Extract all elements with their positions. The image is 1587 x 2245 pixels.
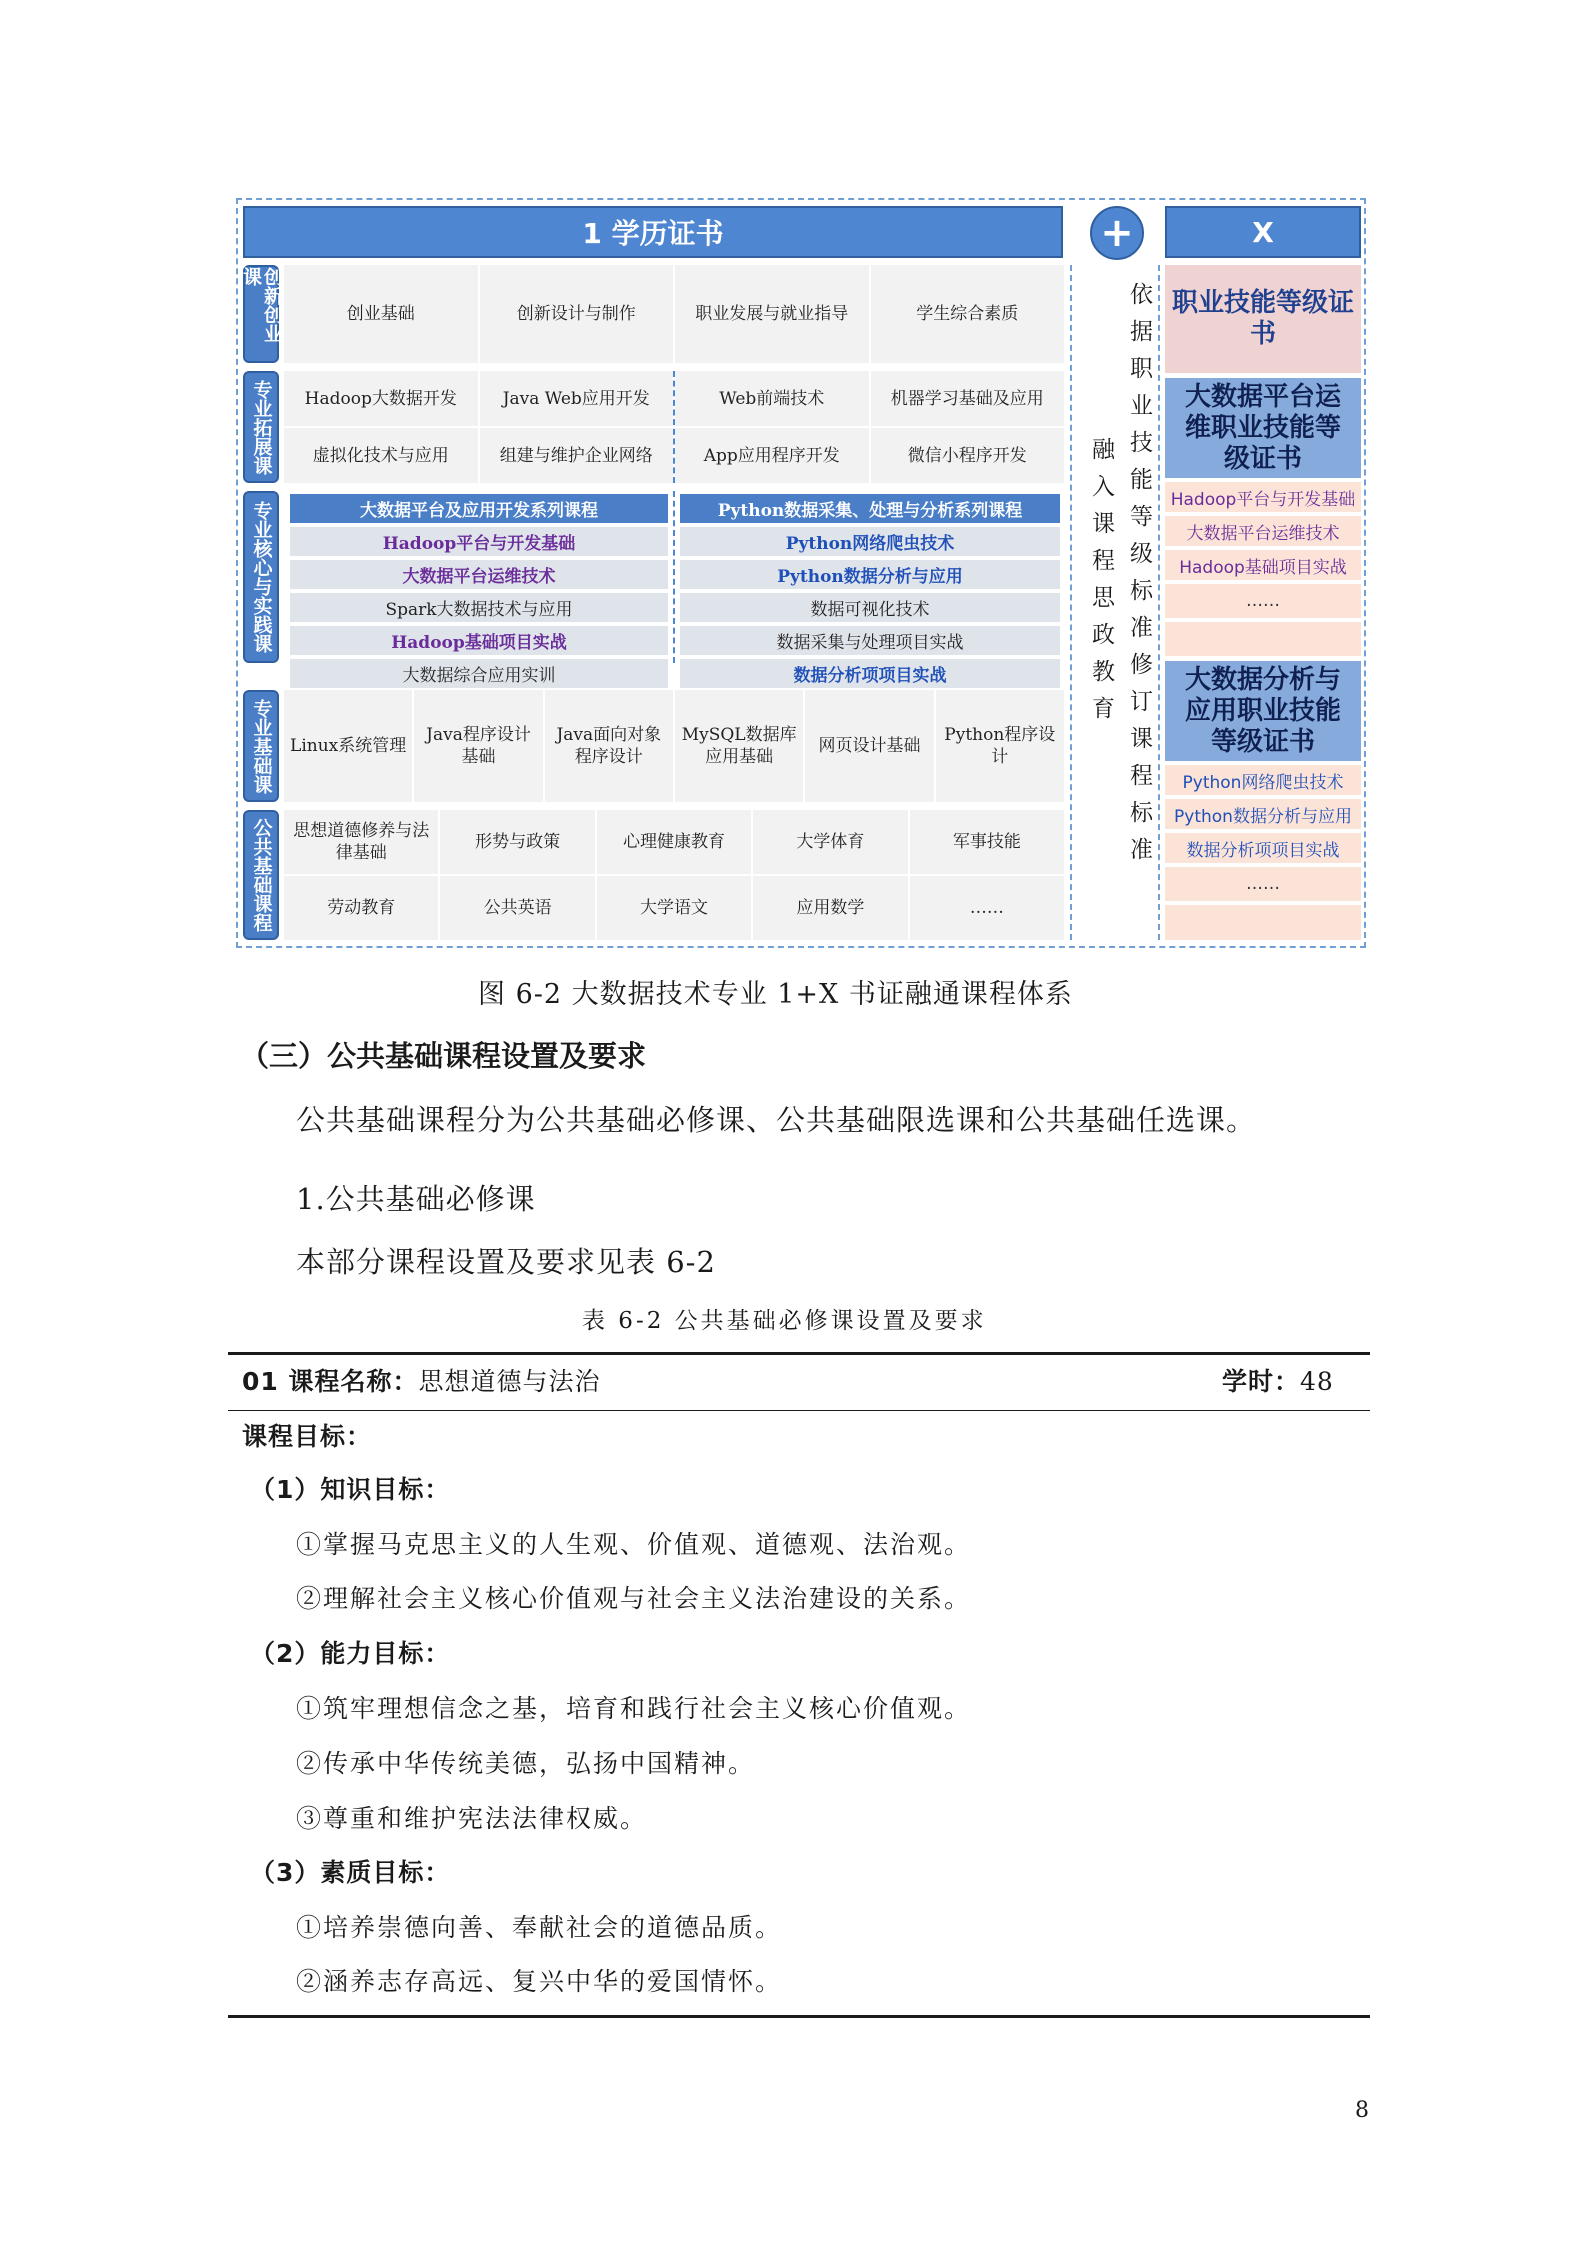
course-cell: 形势与政策 (440, 810, 596, 874)
course-cell: App应用程序开发 (675, 428, 871, 483)
course-system-diagram (236, 198, 1366, 948)
course-cell: 虚拟化技术与应用 (284, 428, 480, 483)
course-cell: 劳动教育 (284, 876, 440, 940)
core-course-item: 数据分析项项目实战 (680, 659, 1060, 688)
core-course-item: 数据可视化技术 (680, 593, 1060, 622)
course-name-row (242, 1362, 601, 1398)
core-series-header: 大数据平台及应用开发系列课程 (290, 494, 668, 523)
course-cell: Java Web应用开发 (480, 371, 676, 426)
cert-ops-item: …… (1165, 584, 1361, 618)
knowledge-item: ①掌握马克思主义的人生观、价值观、道德观、法治观。 (296, 1530, 972, 1559)
course-cell: Python程序设计 (936, 690, 1064, 802)
intro-paragraph: 公共基础课程分为公共基础必修课、公共基础限选课和公共基础任选课。 (296, 1103, 1257, 1137)
course-cell: MySQL数据库应用基础 (675, 690, 805, 802)
course-cell: …… (910, 876, 1064, 940)
course-cell: 创新设计与制作 (480, 265, 676, 363)
category-label-public: 公共基础课程 (243, 810, 279, 940)
course-cell: Hadoop大数据开发 (284, 371, 480, 426)
figure-caption: 图 6-2 大数据技术专业 1+X 书证融通课程体系 (478, 979, 1073, 1010)
course-cell: 学生综合素质 (871, 265, 1065, 363)
course-cell: 大学体育 (753, 810, 909, 874)
core-course-item: Spark大数据技术与应用 (290, 593, 668, 622)
quality-item: ②涵养志存高远、复兴中华的爱国情怀。 (296, 1967, 783, 1996)
course-row (284, 690, 1064, 802)
course-cell: 大学语文 (597, 876, 753, 940)
cert-analysis-item: …… (1165, 867, 1361, 901)
course-cell: 微信小程序开发 (871, 428, 1065, 483)
vocational-cert-title: 职业技能等级证书 (1165, 265, 1361, 373)
public-course-grid (284, 810, 1064, 940)
divider-dashed (673, 491, 675, 663)
cert-ops-title: 大数据平台运维职业技能等级证书 (1165, 378, 1361, 478)
table-row-rule (228, 1410, 1370, 1411)
cert-analysis-item: Python网络爬虫技术 (1165, 765, 1361, 795)
plus-icon: + (1090, 206, 1144, 260)
ability-item: ②传承中华传统美德，弘扬中国精神。 (296, 1749, 756, 1778)
header-academic-certificate: 1 学历证书 (243, 206, 1063, 258)
cert-ops-item: Hadoop基础项目实战 (1165, 550, 1361, 580)
core-list-hadoop (290, 494, 668, 688)
subheading-public-required: 1.公共基础必修课 (296, 1182, 536, 1216)
course-hours (1222, 1362, 1334, 1398)
course-cell: 公共英语 (440, 876, 596, 940)
course-cell: 应用数学 (753, 876, 909, 940)
course-cell: Java面向对象程序设计 (545, 690, 675, 802)
ability-item: ③尊重和维护宪法法律权威。 (296, 1804, 648, 1833)
category-label-innovation: 创新创业课 (243, 265, 279, 363)
course-cell: 职业发展与就业指导 (675, 265, 871, 363)
course-cell: 思想道德修养与法律基础 (284, 810, 440, 874)
hours-label: 学时： (1222, 1367, 1301, 1396)
core-course-item: 大数据平台运维技术 (290, 560, 668, 589)
course-cell: 军事技能 (910, 810, 1064, 874)
core-course-item: 数据采集与处理项目实战 (680, 626, 1060, 655)
category-label-core: 专业核心与实践课 (243, 491, 279, 663)
ability-item: ①筑牢理想信念之基，培育和践行社会主义核心价值观。 (296, 1694, 972, 1723)
quality-item: ①培养崇德向善、奉献社会的道德品质。 (296, 1913, 783, 1942)
cert-spacer (1165, 622, 1361, 656)
cert-spacer (1165, 905, 1361, 940)
course-cell: Java程序设计基础 (414, 690, 544, 802)
middle-text-standards: 依据职业技能等级标准修订课程标准 (1126, 282, 1152, 874)
knowledge-label: （1）知识目标： (250, 1475, 451, 1504)
course-cell: 心理健康教育 (597, 810, 753, 874)
divider-dashed (673, 371, 675, 483)
core-course-item: Python数据分析与应用 (680, 560, 1060, 589)
course-cell: Web前端技术 (675, 371, 871, 426)
hours-value: 48 (1300, 1367, 1334, 1396)
core-course-item: Hadoop基础项目实战 (290, 626, 668, 655)
knowledge-item: ②理解社会主义核心价值观与社会主义法治建设的关系。 (296, 1584, 972, 1613)
core-course-item: 大数据综合应用实训 (290, 659, 668, 688)
cert-ops-item: 大数据平台运维技术 (1165, 516, 1361, 546)
course-row (284, 265, 1064, 363)
cert-analysis-title: 大数据分析与应用职业技能等级证书 (1165, 661, 1361, 761)
course-cell: 组建与维护企业网络 (480, 428, 676, 483)
cert-ops-item: Hadoop平台与开发基础 (1165, 482, 1361, 512)
core-series-header: Python数据采集、处理与分析系列课程 (680, 494, 1060, 523)
middle-text-ideology: 融入课程思政教育 (1088, 437, 1114, 733)
course-row (284, 810, 1064, 876)
cert-analysis-item: Python数据分析与应用 (1165, 799, 1361, 829)
table-caption: 表 6-2 公共基础必修课设置及要求 (582, 1308, 987, 1334)
table-top-rule (228, 1352, 1370, 1355)
core-course-item: Python网络爬虫技术 (680, 527, 1060, 556)
course-cell: 创业基础 (284, 265, 480, 363)
course-cell: 网页设计基础 (805, 690, 935, 802)
header-x-certificate: X (1165, 206, 1361, 258)
course-cell: Linux系统管理 (284, 690, 414, 802)
cert-analysis-item: 数据分析项项目实战 (1165, 833, 1361, 863)
course-number-label: 01 课程名称： (242, 1367, 419, 1396)
category-label-foundation: 专业基础课 (243, 690, 279, 802)
ability-label: （2）能力目标： (250, 1639, 451, 1668)
innovation-course-grid (284, 265, 1064, 363)
core-course-item: Hadoop平台与开发基础 (290, 527, 668, 556)
page-number: 8 (1355, 2098, 1369, 2123)
table-reference: 本部分课程设置及要求见表 6-2 (296, 1245, 716, 1279)
objectives-label: 课程目标： (242, 1422, 373, 1451)
quality-label: （3）素质目标： (250, 1858, 451, 1887)
table-bottom-rule (228, 2015, 1370, 2018)
core-list-python (680, 494, 1060, 688)
foundation-course-grid (284, 690, 1064, 802)
category-label-extension: 专业拓展课 (243, 371, 279, 483)
section-heading: （三）公共基础课程设置及要求 (240, 1039, 647, 1073)
course-name: 思想道德与法治 (418, 1367, 601, 1396)
course-row (284, 876, 1064, 940)
course-cell: 机器学习基础及应用 (871, 371, 1065, 426)
